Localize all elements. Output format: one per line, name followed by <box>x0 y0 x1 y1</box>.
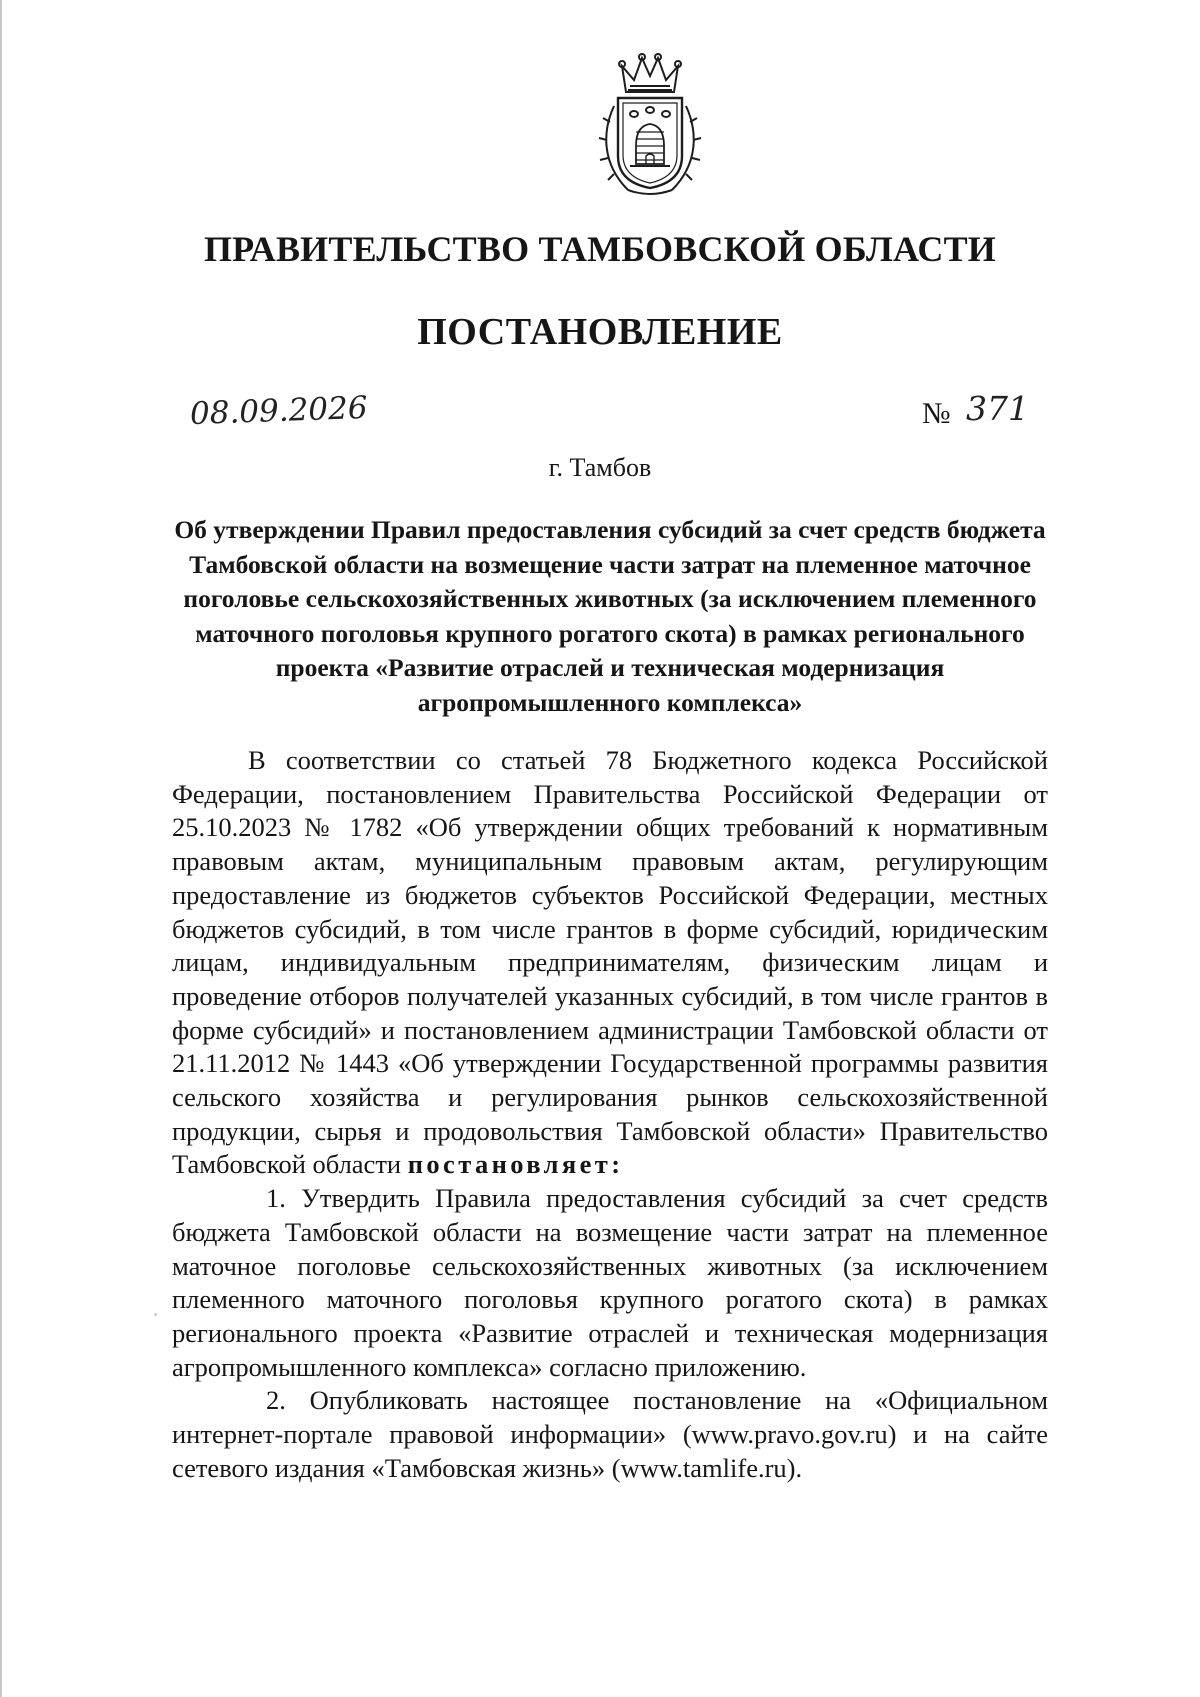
decree-word: постановляет: <box>407 1149 624 1180</box>
coat-of-arms-emblem <box>596 52 704 200</box>
document-number: 371 <box>966 389 1029 428</box>
city-line: г. Тамбов <box>548 453 652 482</box>
document-body <box>172 744 1048 1485</box>
list-item: 1. Утвердить Правила предоставления субсидий за счет средств бюджета Тамбовской области на возмещение части затрат на племенное маточное поголовье сельскохозяйственных животных (за исключением племенного маточного поголовья крупного рогатого скота) в рамках регионального проекта «Развитие отраслей и техническая модернизация агропромышленного комплекса» согласно приложению. <box>172 1183 1048 1382</box>
scan-speck <box>154 1313 157 1316</box>
preamble-paragraph <box>172 744 1048 1182</box>
document-type-title: ПОСТАНОВЛЕНИЕ <box>417 311 783 353</box>
scan-edge-mark <box>0 0 2 1697</box>
coat-of-arms-icon <box>596 52 704 200</box>
number-label: № <box>922 397 951 430</box>
preamble-text: В соответствии со статьей 78 Бюджетного кодекса Российской Федерации, постановлением Правительства Российской Федерации от 25.10.2023 № 1782 «Об утверждении общих требований к нормативным правовым актам, муниципальным правовым актам, регулирующим предоставление из бюджетов субъектов Российской Федерации, местных бюджетов субсидий, в том числе грантов в форме субсидий, юридическим лицам, индивидуальным предпринимателям, физическим лицам и проведение отборов получателей указанных субсидий, в том числе грантов в форме субсидий» и постановлением администрации Тамбовской области от 21.11.2012 № 1443 «Об утверждении Государственной программы развития сельского хозяйства и регулирования рынков сельскохозяйственной продукции, сырья и продовольствия Тамбовской области» Правительство Тамбовской области <box>172 745 1048 1180</box>
government-title: ПРАВИТЕЛЬСТВО ТАМБОВСКОЙ ОБЛАСТИ <box>203 229 997 269</box>
document-subject: Об утверждении Правил предоставления субсидий за счет средств бюджета Тамбовской области на возмещение части затрат на племенное маточное поголовье сельскохозяйственных животных (за исключением племенного маточного поголовья крупного рогатого скота) в рамках регионального проекта «Развитие отраслей и техническая модернизация агропромышленного комплекса» <box>174 515 1046 717</box>
document-date: 08.09.2026 <box>189 389 369 433</box>
list-item: 2. Опубликовать настоящее постановление на «Официальном интернет-портале правовой информации» (www.pravo.gov.ru) и на сайте сетевого издания «Тамбовская жизнь» (www.tamlife.ru). <box>172 1385 1048 1483</box>
